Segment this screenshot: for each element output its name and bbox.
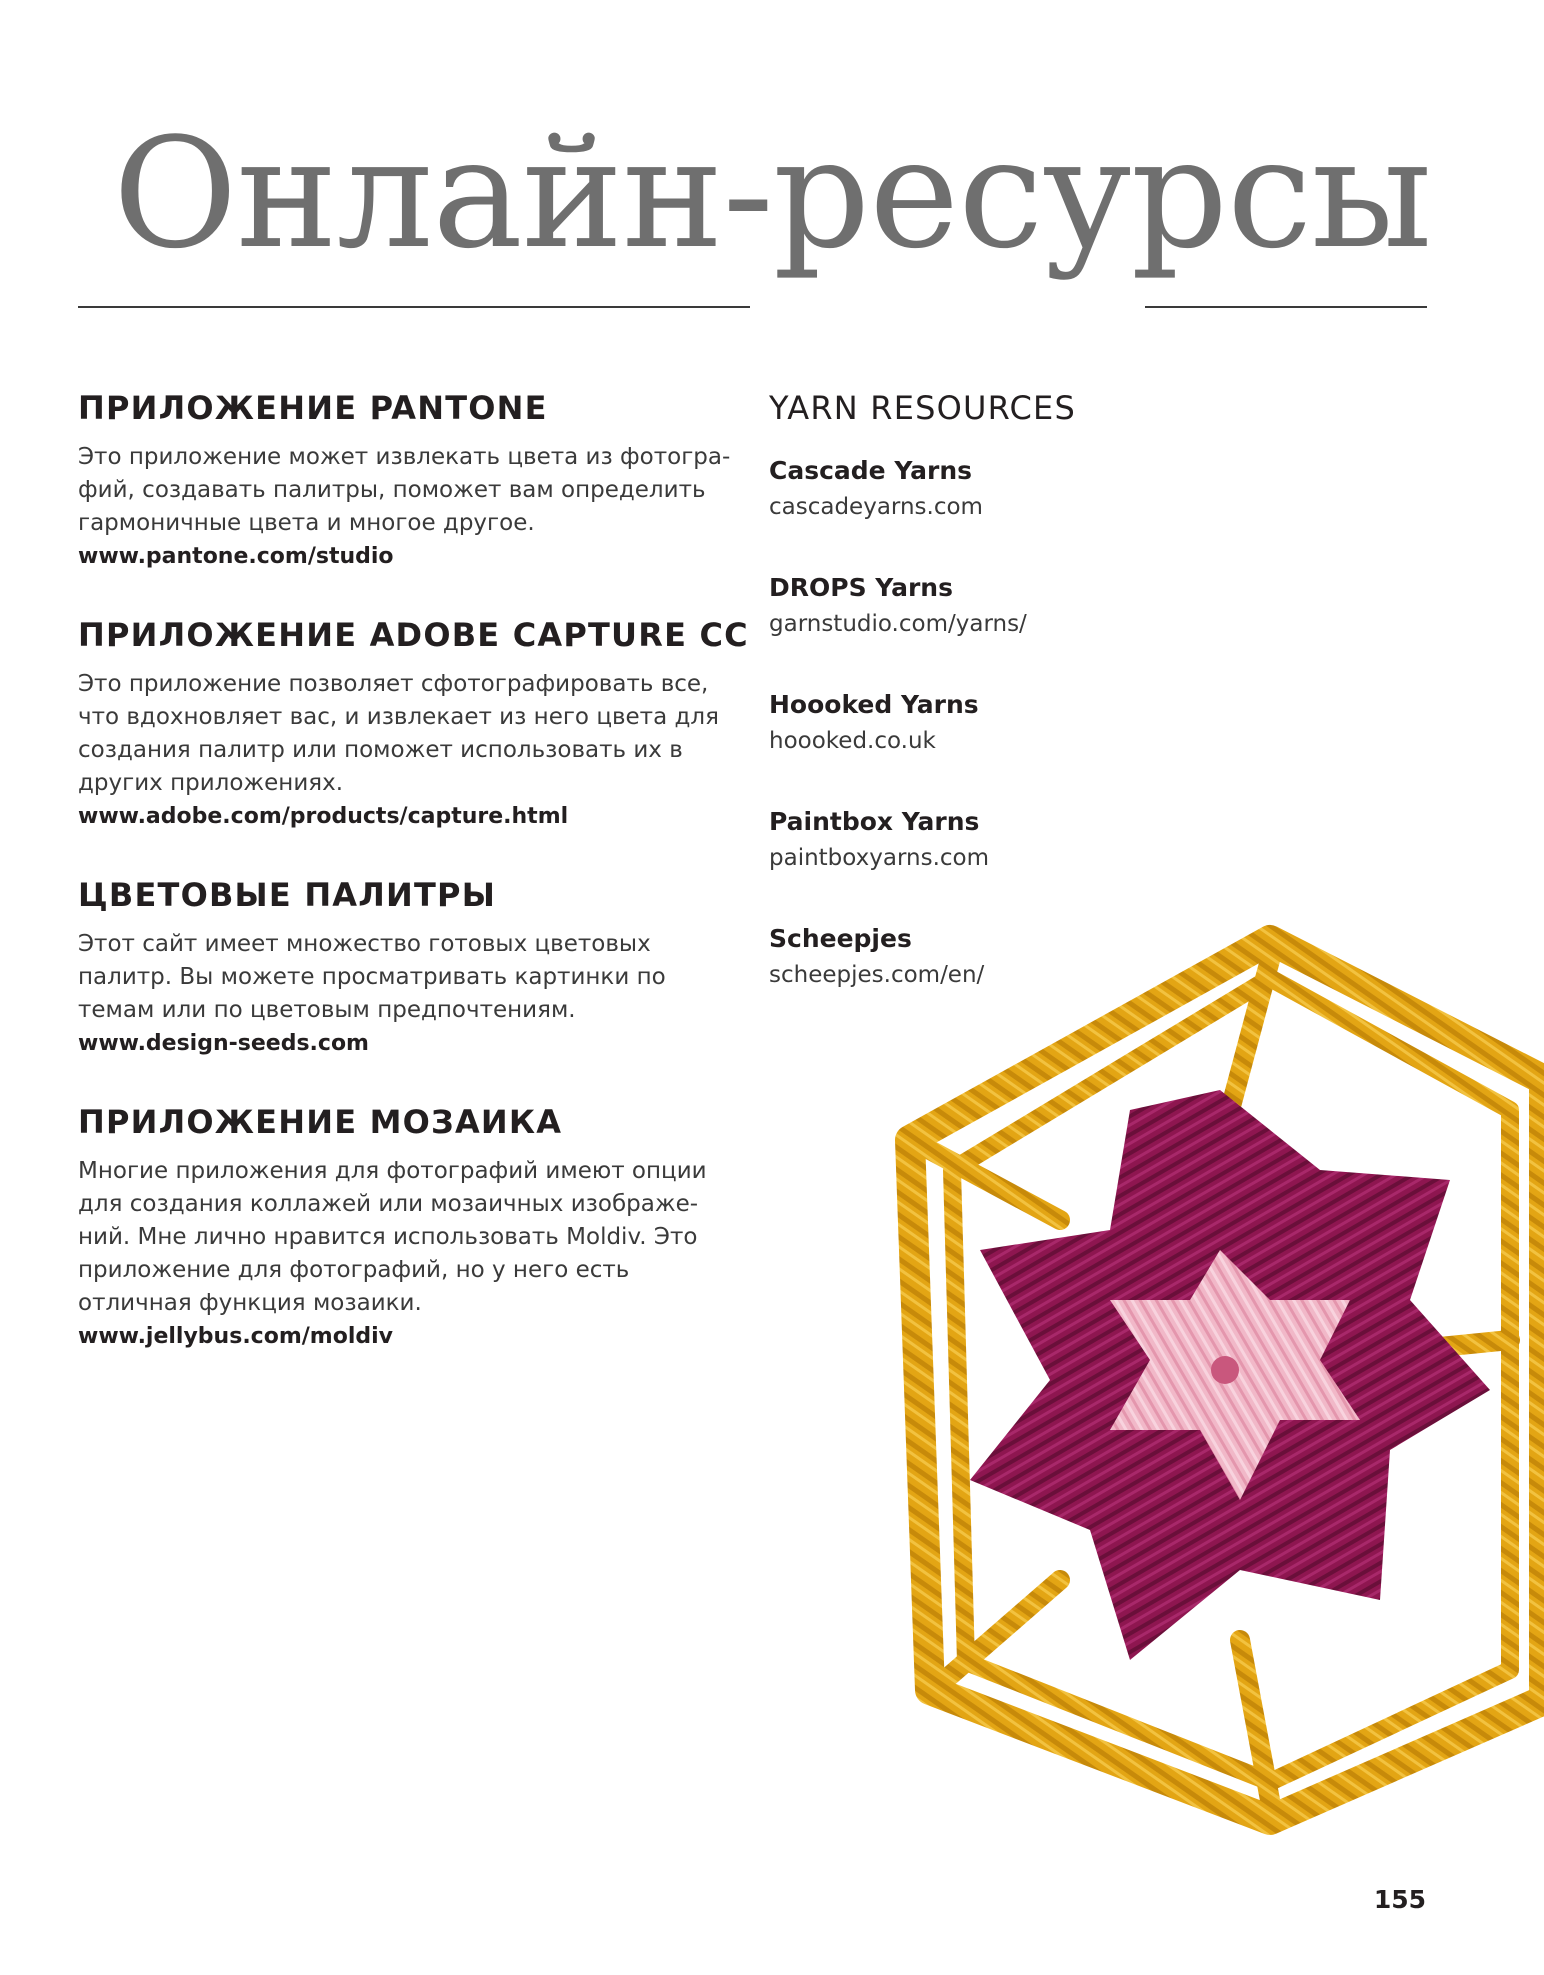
title-rule-right (1145, 306, 1427, 308)
section-mosaic (78, 1101, 738, 1353)
section-text: Это приложение позволяет сфотографировать все, что вдохновляет вас, и извлекает из него цвета для создания палитр или поможет использовать их в других приложениях. (78, 671, 719, 796)
section-text: Это приложение может извлекать цвета из фотогра-фий, создавать палитры, поможет вам определить гармоничные цвета и многое другое. (78, 444, 731, 536)
page-number: 155 (1373, 1885, 1426, 1914)
yarn-item (769, 453, 1189, 525)
yarn-item (769, 687, 1189, 759)
section-link[interactable]: www.jellybus.com/moldiv (78, 1324, 393, 1349)
section-adobe-capture (78, 614, 749, 833)
yarn-name: DROPS Yarns (769, 573, 953, 602)
yarn-name: Scheepjes (769, 924, 912, 953)
section-text: Этот сайт имеет множество готовых цветовых палитр. Вы можете просматривать картинки по темам или по цветовым предпочтениям. (78, 931, 666, 1023)
yarn-name: Hoooked Yarns (769, 690, 979, 719)
section-color-palettes (78, 874, 738, 1060)
title-rule-left (78, 306, 750, 308)
yarn-link[interactable]: paintboxyarns.com (769, 845, 990, 871)
yarn-name: Paintbox Yarns (769, 807, 980, 836)
section-heading: ПРИЛОЖЕНИЕ ADOBE CAPTURE CC (78, 616, 749, 654)
section-link[interactable]: www.pantone.com/studio (78, 544, 394, 569)
section-heading: ПРИЛОЖЕНИЕ PANTONE (78, 389, 548, 427)
yarn-link[interactable]: cascadeyarns.com (769, 494, 983, 520)
yarn-name: Cascade Yarns (769, 456, 973, 485)
section-text: Многие приложения для фотографий имеют опции для создания коллажей или мозаичных изображе-ний. Мне лично нравится использовать Moldiv. Это приложение для фотографий, но у него есть отличная функция мозаики. (78, 1158, 707, 1316)
section-link[interactable]: www.adobe.com/products/capture.html (78, 804, 569, 829)
yarn-item (769, 570, 1189, 642)
crochet-hexagon-photo (890, 920, 1544, 1850)
yarn-item (769, 804, 1189, 876)
section-heading: ЦВЕТОВЫЕ ПАЛИТРЫ (78, 876, 497, 914)
yarn-resources-heading: YARN RESOURCES (769, 389, 1076, 427)
yarn-link[interactable]: hoooked.co.uk (769, 728, 936, 754)
section-link[interactable]: www.design-seeds.com (78, 1031, 369, 1056)
yarn-link[interactable]: garnstudio.com/yarns/ (769, 611, 1027, 637)
resources-column (78, 387, 749, 1394)
yarn-link[interactable]: scheepjes.com/en/ (769, 962, 985, 988)
section-heading: ПРИЛОЖЕНИЕ МОЗАИКА (78, 1103, 563, 1141)
page-title: Онлайн-ресурсы (112, 105, 1432, 282)
section-pantone (78, 387, 738, 573)
